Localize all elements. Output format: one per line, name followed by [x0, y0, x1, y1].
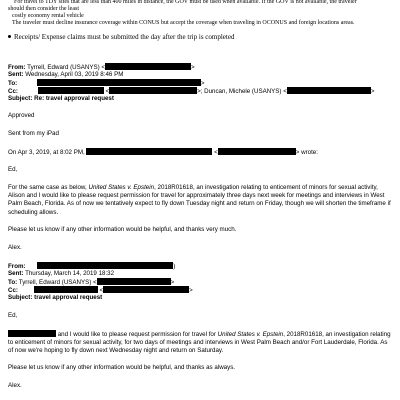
policy-line-1: For travel to TDY sites that are less than 400 miles in distance, the GOV must be used when available. If the GOV is not available, the traveler	[14, 0, 357, 5]
email1-cc-mid: >; Duncan, Michele (USANYS) <	[197, 88, 287, 95]
email1-sent-from: Sent from my iPad	[8, 130, 59, 137]
email1-signoff: Alex.	[8, 244, 22, 251]
case-name: United States v. Epstein	[88, 184, 155, 191]
bullet-icon	[8, 35, 11, 38]
email1-cc-label: Cc:	[8, 88, 18, 95]
redaction-block	[105, 63, 191, 70]
email2-subject-value: travel approval request	[34, 294, 103, 301]
email2-sent	[8, 270, 114, 278]
email2-greeting: Ed,	[8, 312, 18, 319]
redaction-block	[218, 148, 296, 155]
redaction-block	[34, 286, 98, 293]
email1-on-line: On Apr 3, 2019, at 8:02 PM, < > wrote:	[8, 149, 318, 156]
redaction-block	[38, 87, 104, 94]
email1-approved: Approved	[8, 112, 35, 119]
email2-to-value: Tyrrell, Edward (USANYS) <	[18, 279, 97, 286]
email1-subject	[8, 95, 114, 103]
email2-sent-value: Thursday, March 14, 2019 18:32	[25, 270, 115, 277]
email1-closing: Please let us know if any other information would be helpful, and thanks very much.	[8, 226, 237, 233]
email1-body: For the same case as below, United States v. Epstein, 2018R01618, an investigation relating to enticement of minors for sexual activity, Alison and I would like to please request permission for travel for approximately three days next week for meetings and interviews in West Palm Beach, Florida. As of now we tentatively expect to fly down Tuesday night and return on Friday, though we will shorten the timeframe if scheduling allows.	[8, 184, 391, 216]
policy-line-4: The traveler must decline insurance coverage within CONUS but accept the coverage when traveling in OCONUS and foreign locations areas.	[12, 20, 355, 26]
email1-cc: Cc: < >; Duncan, Michele (USANYS) < >	[8, 88, 375, 95]
redaction-block	[109, 87, 197, 94]
email1-sent-value: Wednesday, April 03, 2019 8:46 PM	[25, 71, 124, 78]
email1-subject-value: Re: travel approval request	[34, 95, 114, 102]
redaction-block	[37, 79, 201, 86]
policy-line-2: should then consider the least	[8, 6, 79, 12]
policy-bullet-text: Receipts/ Expense claims must be submitted the day after the trip is completed	[14, 33, 235, 41]
policy-line-3: costly economy rental vehicle	[12, 13, 84, 19]
email1-on-prefix: On Apr 3, 2019, at 8:02 PM,	[8, 149, 85, 156]
email1-sent	[8, 71, 123, 79]
redaction-block	[97, 278, 171, 285]
redaction-block	[37, 262, 173, 269]
email1-from-label: From:	[8, 64, 26, 71]
email2-subject-label: Subject:	[8, 294, 33, 301]
redaction-block	[103, 286, 189, 293]
email2-cc: Cc: < >	[8, 287, 193, 294]
case-name: United States v. Epstein	[217, 331, 284, 338]
redaction-block	[86, 148, 212, 155]
email2-to: To: Tyrrell, Edward (USANYS) < >	[8, 279, 175, 286]
email1-sent-label: Sent:	[8, 71, 24, 78]
email2-from-label: From:	[8, 263, 26, 270]
email2-sent-label: Sent:	[8, 270, 24, 277]
email1-greeting: Ed,	[8, 166, 18, 173]
email2-signoff: Alex.	[8, 382, 22, 389]
email2-to-label: To:	[8, 279, 18, 286]
redaction-block	[287, 87, 371, 94]
email1-from: From: Tyrrell, Edward (USANYS) < >	[8, 64, 195, 71]
email2-cc-label: Cc:	[8, 287, 18, 294]
email1-from-value: Tyrrell, Edward (USANYS) <	[27, 64, 106, 71]
email1-to-label: To:	[8, 80, 18, 87]
email2-closing: Please let us know if any other information would be helpful, and thanks as always.	[8, 364, 236, 371]
email2-subject	[8, 294, 102, 302]
email1-on-suffix: > wrote:	[295, 149, 318, 156]
policy-bullet	[8, 33, 234, 42]
email1-subject-label: Subject:	[8, 95, 33, 102]
email2-from: From: )	[8, 263, 176, 270]
redaction-block	[8, 330, 56, 337]
email2-body: and I would like to please request permission for travel for United States v. Epstein, 2018R01618, an investigation relating to enticement of minors for sexual activity, for two days of meetings and interviews in West Palm Beach and/or Fort Lauderdale, Florida. As of now we're hoping to fly down next Wednesday night and return on Saturday.	[8, 331, 391, 355]
email1-to: To: >	[8, 80, 205, 87]
